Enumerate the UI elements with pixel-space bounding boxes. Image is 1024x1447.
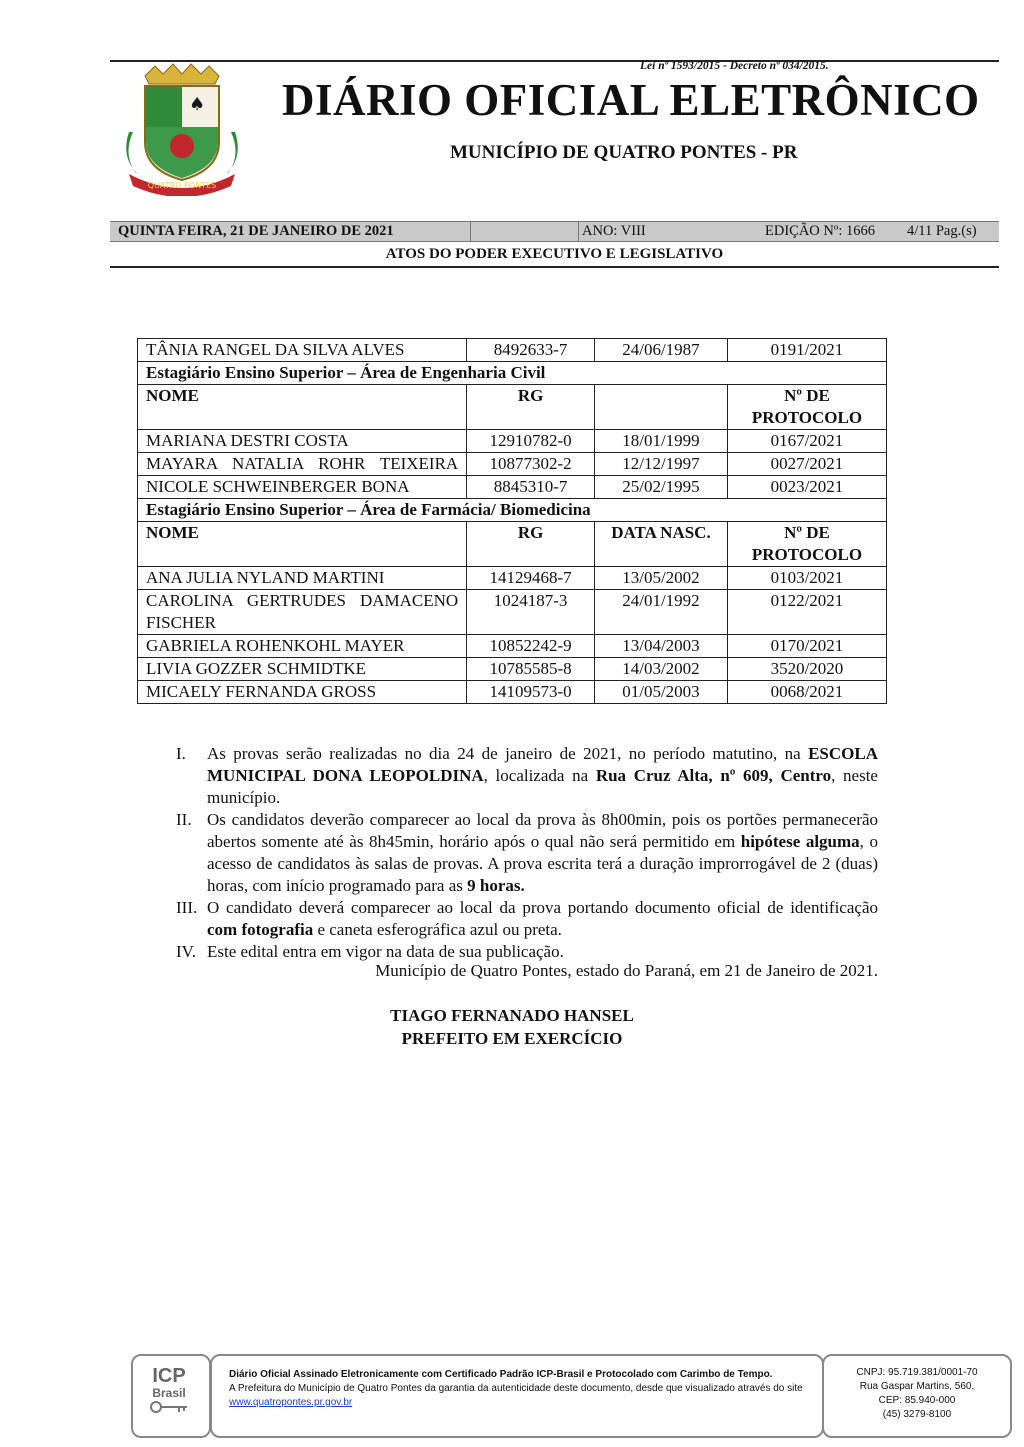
candidate-protocol: 0167/2021 <box>727 430 886 453</box>
table-section-row <box>138 499 887 522</box>
street-address: Rua Gaspar Martins, 560, <box>859 1381 975 1392</box>
table-row <box>138 339 887 362</box>
table-row <box>138 453 887 476</box>
candidate-protocol: 0122/2021 <box>727 590 886 635</box>
candidate-name: MICAELY FERNANDA GROSS <box>138 681 467 704</box>
candidate-name: TÂNIA RANGEL DA SILVA ALVES <box>138 339 467 362</box>
column-header-rg: RG <box>467 385 595 430</box>
signature-notice-title: Diário Oficial Assinado Eletronicamente com Certificado Padrão ICP-Brasil e Protocolado com Carimbo de Tempo. <box>229 1369 773 1380</box>
list-item <box>176 809 878 897</box>
list-item <box>176 941 878 963</box>
candidate-name: LIVIA GOZZER SCHMIDTKE <box>138 658 467 681</box>
item-text: O candidato deverá comparecer ao local da prova portando documento oficial de identificação com fotografia e caneta esferográfica azul ou preta. <box>207 898 878 939</box>
candidate-name: ANA JULIA NYLAND MARTINI <box>138 567 467 590</box>
signature-notice-text: A Prefeitura do Município de Quatro Pontes da garantia da autenticidade deste documento, desde que visualizado através do site www.quatropontes.pr.gov.br <box>229 1383 803 1408</box>
column-header-name: NOME <box>138 522 467 567</box>
signature-block <box>0 1004 1024 1050</box>
column-header-protocol: Nº DE PROTOCOLO <box>727 522 886 567</box>
column-header-birth <box>595 385 728 430</box>
place-and-date: Município de Quatro Pontes, estado do Paraná, em 21 de Janeiro de 2021. <box>375 961 878 980</box>
column-header-protocol: Nº DE PROTOCOLO <box>727 385 886 430</box>
candidate-birth-date: 01/05/2003 <box>595 681 728 704</box>
candidate-rg: 10877302-2 <box>467 453 595 476</box>
svg-text:♠: ♠ <box>189 94 206 115</box>
candidate-birth-date: 25/02/1995 <box>595 476 728 499</box>
column-header-name: NOME <box>138 385 467 430</box>
page-title: DIÁRIO OFICIAL ELETRÔNICO <box>282 75 980 125</box>
provisions-list <box>176 743 878 963</box>
table-header-row <box>138 385 887 430</box>
header-bottom-rule <box>110 266 999 268</box>
candidate-protocol: 0103/2021 <box>727 567 886 590</box>
candidate-rg: 14129468-7 <box>467 567 595 590</box>
section-title: Estagiário Ensino Superior – Área de Farmácia/ Biomedicina <box>138 499 887 522</box>
infobar-divider <box>578 221 579 242</box>
edition-info-bar <box>110 221 999 242</box>
candidate-rg: 12910782-0 <box>467 430 595 453</box>
column-header-rg: RG <box>467 522 595 567</box>
item-text: Este edital entra em vigor na data de sua publicação. <box>207 942 564 961</box>
candidate-birth-date: 24/06/1987 <box>595 339 728 362</box>
issue-date: QUINTA FEIRA, 21 DE JANEIRO DE 2021 <box>118 223 394 239</box>
signer-role: PREFEITO EM EXERCÍCIO <box>401 1029 623 1048</box>
signer-name: TIAGO FERNANADO HANSEL <box>390 1006 634 1025</box>
digital-signature-notice <box>210 1354 824 1438</box>
table-row <box>138 567 887 590</box>
icp-brasil-seal <box>131 1354 211 1438</box>
candidate-protocol: 0023/2021 <box>727 476 886 499</box>
candidate-rg: 10852242-9 <box>467 635 595 658</box>
law-reference: Lei nº 1593/2015 - Decreto nº 034/2015. <box>640 60 829 72</box>
list-item <box>176 897 878 941</box>
table-row <box>138 635 887 658</box>
cnpj: CNPJ: 95.719.381/0001-70 <box>856 1367 978 1378</box>
column-header-birth: DATA NASC. <box>595 522 728 567</box>
issue-pages: 4/11 Pag.(s) <box>907 223 977 239</box>
item-number: II. <box>176 810 192 829</box>
municipality-site-link[interactable]: www.quatropontes.pr.gov.br <box>229 1397 353 1408</box>
table-row <box>138 476 887 499</box>
candidate-protocol: 0068/2021 <box>727 681 886 704</box>
candidate-name: MAYARA NATALIA ROHR TEIXEIRA <box>138 453 467 476</box>
candidate-birth-date: 13/04/2003 <box>595 635 728 658</box>
item-number: I. <box>176 744 186 763</box>
item-text: As provas serão realizadas no dia 24 de janeiro de 2021, no período matutino, na ESCOLA MUNICIPAL DONA LEOPOLDINA, localizada na Rua Cruz Alta, nº 609, Centro, neste município. <box>207 744 878 807</box>
page-subtitle: MUNICÍPIO DE QUATRO PONTES - PR <box>450 142 798 163</box>
item-number: III. <box>176 898 198 917</box>
phone-number: (45) 3279-8100 <box>882 1409 952 1420</box>
table-section-row <box>138 362 887 385</box>
table-row <box>138 681 887 704</box>
municipality-contact <box>822 1354 1012 1438</box>
item-text: Os candidatos deverão comparecer ao local da prova às 8h00min, pois os portões permanecerão abertos somente até às 8h45min, horário após o qual não será permitido em hipótese alguma, o acesso de candidatos às salas de provas. A prova escrita terá a duração improrrogável de 2 (duas) horas, com início programado para as 9 horas. <box>207 810 879 895</box>
table-header-row <box>138 522 887 567</box>
candidate-birth-date: 24/01/1992 <box>595 590 728 635</box>
candidate-birth-date: 14/03/2002 <box>595 658 728 681</box>
candidate-birth-date: 18/01/1999 <box>595 430 728 453</box>
infobar-divider <box>470 221 471 242</box>
candidate-protocol: 3520/2020 <box>727 658 886 681</box>
municipal-crest-icon <box>115 62 249 196</box>
candidate-rg: 1024187-3 <box>467 590 595 635</box>
table-row <box>138 430 887 453</box>
candidate-protocol: 0191/2021 <box>727 339 886 362</box>
icp-brasil-logo: ICP Brasil <box>149 1366 189 1419</box>
candidate-name: CAROLINA GERTRUDES DAMACENO FISCHER <box>138 590 467 635</box>
list-item <box>176 743 878 809</box>
table-row <box>138 590 887 635</box>
candidate-protocol: 0170/2021 <box>727 635 886 658</box>
candidate-protocol: 0027/2021 <box>727 453 886 476</box>
table-row <box>138 658 887 681</box>
section-title: Estagiário Ensino Superior – Área de Engenharia Civil <box>138 362 887 385</box>
candidate-name: NICOLE SCHWEINBERGER BONA <box>138 476 467 499</box>
candidate-rg: 8845310-7 <box>467 476 595 499</box>
candidates-table <box>137 338 887 704</box>
postal-code: CEP: 85.940-000 <box>878 1395 956 1406</box>
key-icon <box>149 1400 189 1414</box>
candidate-birth-date: 13/05/2002 <box>595 567 728 590</box>
candidate-rg: 14109573-0 <box>467 681 595 704</box>
section-heading: ATOS DO PODER EXECUTIVO E LEGISLATIVO <box>385 246 724 262</box>
crest-ribbon-text: QUATRO PONTES <box>147 181 217 190</box>
candidate-birth-date: 12/12/1997 <box>595 453 728 476</box>
candidate-name: MARIANA DESTRI COSTA <box>138 430 467 453</box>
candidate-name: GABRIELA ROHENKOHL MAYER <box>138 635 467 658</box>
issue-year: ANO: VIII <box>582 223 646 239</box>
candidate-rg: 8492633-7 <box>467 339 595 362</box>
item-number: IV. <box>176 942 196 961</box>
candidate-rg: 10785585-8 <box>467 658 595 681</box>
issue-edition: EDIÇÃO Nº: 1666 <box>765 223 876 239</box>
